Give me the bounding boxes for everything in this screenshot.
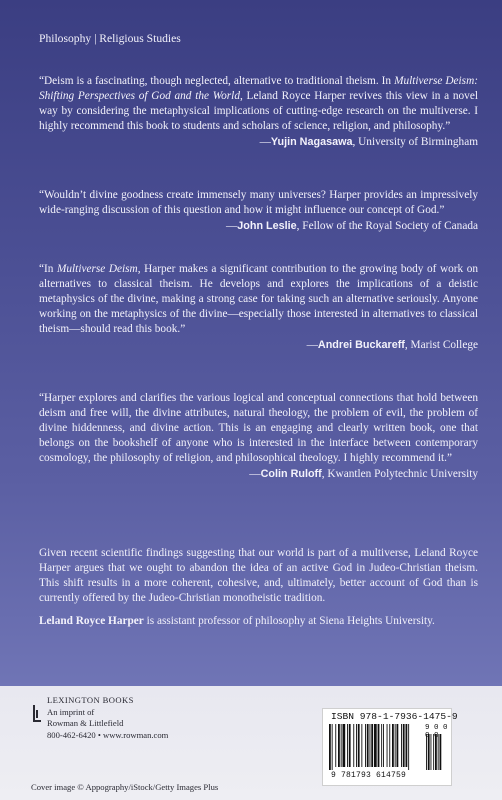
quote-1-author: Yujin Nagasawa <box>270 136 353 149</box>
quote-2-attribution: —John Leslie, Fellow of the Royal Society of Canada <box>225 220 478 233</box>
barcode-bar <box>343 724 346 767</box>
publisher-contact: 800-462-6420 • www.rowman.com <box>47 729 169 740</box>
barcode-bar <box>365 724 366 767</box>
category-label: Philosophy | Religious Studies <box>39 32 181 45</box>
quote-2-affiliation: , Fellow of the Royal Society of Canada <box>296 220 478 233</box>
barcode-bar <box>358 724 360 767</box>
quote-4-author: Colin Ruloff <box>260 468 322 481</box>
quote-text-segment: Multiverse Deism: Shifting Perspectives of God and the World <box>39 75 478 103</box>
quote-1-affiliation: , University of Birmingham <box>352 136 478 149</box>
publisher-info <box>47 695 168 741</box>
quote-text-segment: “Deism is a fascinating, though neglected, alternative to traditional theism. In <box>39 75 395 87</box>
quote-2-text <box>39 188 478 218</box>
quote-4-affiliation: , Kwantlen Polytechnic University <box>321 468 478 481</box>
barcode-bar <box>341 724 342 767</box>
barcode-bar <box>332 724 333 770</box>
endorsement-quote-1 <box>39 74 478 150</box>
quote-3-affiliation: , Marist College <box>404 339 478 352</box>
book-summary: Given recent scientific findings suggesting that our world is part of a multiverse, Leland Royce Harper argues that we ought to abandon the idea of an active God in Judeo-Christian theism. This shift results in a more coherent, cohesive, and, ultimately, better account of God than is currently offered by the Judeo-Christian monotheistic tradition. <box>39 547 478 605</box>
barcode-bar <box>356 724 357 767</box>
isbn-barcode <box>322 708 458 786</box>
barcode-digits: 9 781793 614759 <box>331 771 407 780</box>
barcode-bar <box>392 724 394 767</box>
quote-4-text <box>39 391 478 466</box>
endorsement-quote-2 <box>39 188 478 234</box>
quote-3-attribution: —Andrei Buckareff, Marist College <box>306 339 478 352</box>
quote-text-segment: , Leland Royce Harper revives this view in a novel way by considering the metaphysical implications of cutting-edge research on the multiverse. I highly recommend this book to students and scholars of science, religion, and philosophy.” <box>39 90 478 133</box>
barcode-bar <box>353 724 354 767</box>
quote-4-attribution: —Colin Ruloff, Kwantlen Polytechnic University <box>249 468 478 481</box>
quote-3-author: Andrei Buckareff <box>317 339 405 352</box>
barcode-bar <box>329 724 331 770</box>
quote-text-segment: “Harper explores and clarifies the various logical and conceptual connections that hold between deism and free will, the divine attributes, natural theology, the problem of evil, the problem of divine hiddenness, and divine action. This is an engaging and clearly written book, one that belongs on the bookshelf of anyone who is interested in the interface between contemporary cosmology, the philosophy of religion, and philosophical theology. I highly recommend it.” <box>39 392 478 465</box>
barcode-bar <box>389 724 390 767</box>
barcode-bar <box>361 724 362 767</box>
barcode-bar <box>406 724 408 767</box>
barcode-bar <box>347 724 348 767</box>
publisher-imprint-line: An imprint of <box>47 706 95 717</box>
isbn-number: ISBN 978-1-7936-1475-9 <box>331 711 458 722</box>
quote-text-segment: , Harper makes a significant contribution to the growing body of work on alternatives to classical theism. He develops and explores the implications of a deistic metaphysics of the divine, making a strong case for taking such an alternative seriously. Anyone working on the metaphysics of the divine—especially those interested in alternatives to classical theism—should read this book.” <box>39 263 479 336</box>
barcode-bar <box>338 724 340 767</box>
quote-text-segment: Multiverse Deism <box>56 263 138 275</box>
barcode-bar <box>403 724 405 767</box>
barcode-bar <box>378 724 380 767</box>
endorsement-quote-3 <box>39 262 478 354</box>
author-bio <box>39 614 478 629</box>
barcode-bar <box>349 724 351 767</box>
endorsement-quote-4 <box>39 391 478 483</box>
barcode-bar <box>381 724 382 767</box>
barcode-bar <box>395 724 396 767</box>
quote-text-segment: “In <box>39 263 57 275</box>
publisher-name: LEXINGTON BOOKS <box>47 695 134 705</box>
barcode-bar <box>367 724 369 767</box>
barcode-bar <box>408 724 409 770</box>
quote-1-text <box>39 74 478 134</box>
barcode-bar <box>335 724 336 767</box>
barcode-bar <box>371 724 373 767</box>
cover-image-credit: Cover image © Appography/iStock/Getty Images Plus <box>31 782 219 792</box>
quote-3-text <box>39 262 478 337</box>
author-bio-name: Leland Royce Harper <box>39 615 144 627</box>
barcode-bar <box>383 724 384 767</box>
publisher-parent: Rowman & Littlefield <box>47 718 124 728</box>
author-bio-text: is assistant professor of philosophy at Siena Heights University. <box>143 615 435 627</box>
barcode-bar <box>397 724 399 767</box>
quote-1-attribution: —Yujin Nagasawa, University of Birmingham <box>259 136 478 149</box>
barcode-bar <box>374 724 377 767</box>
barcode-bar <box>387 724 388 767</box>
barcode-bar <box>401 724 402 767</box>
barcode-bar <box>370 724 371 767</box>
publisher-logo-icon <box>30 704 42 726</box>
quote-text-segment: “Wouldn’t divine goodness create immensely many universes? Harper provides an impressively wide-ranging discussion of this question and how it might influence our concept of God.” <box>39 189 478 217</box>
quote-2-author: John Leslie <box>237 220 297 233</box>
barcode-addon-digits: 9 0 0 0 0 <box>425 724 448 740</box>
